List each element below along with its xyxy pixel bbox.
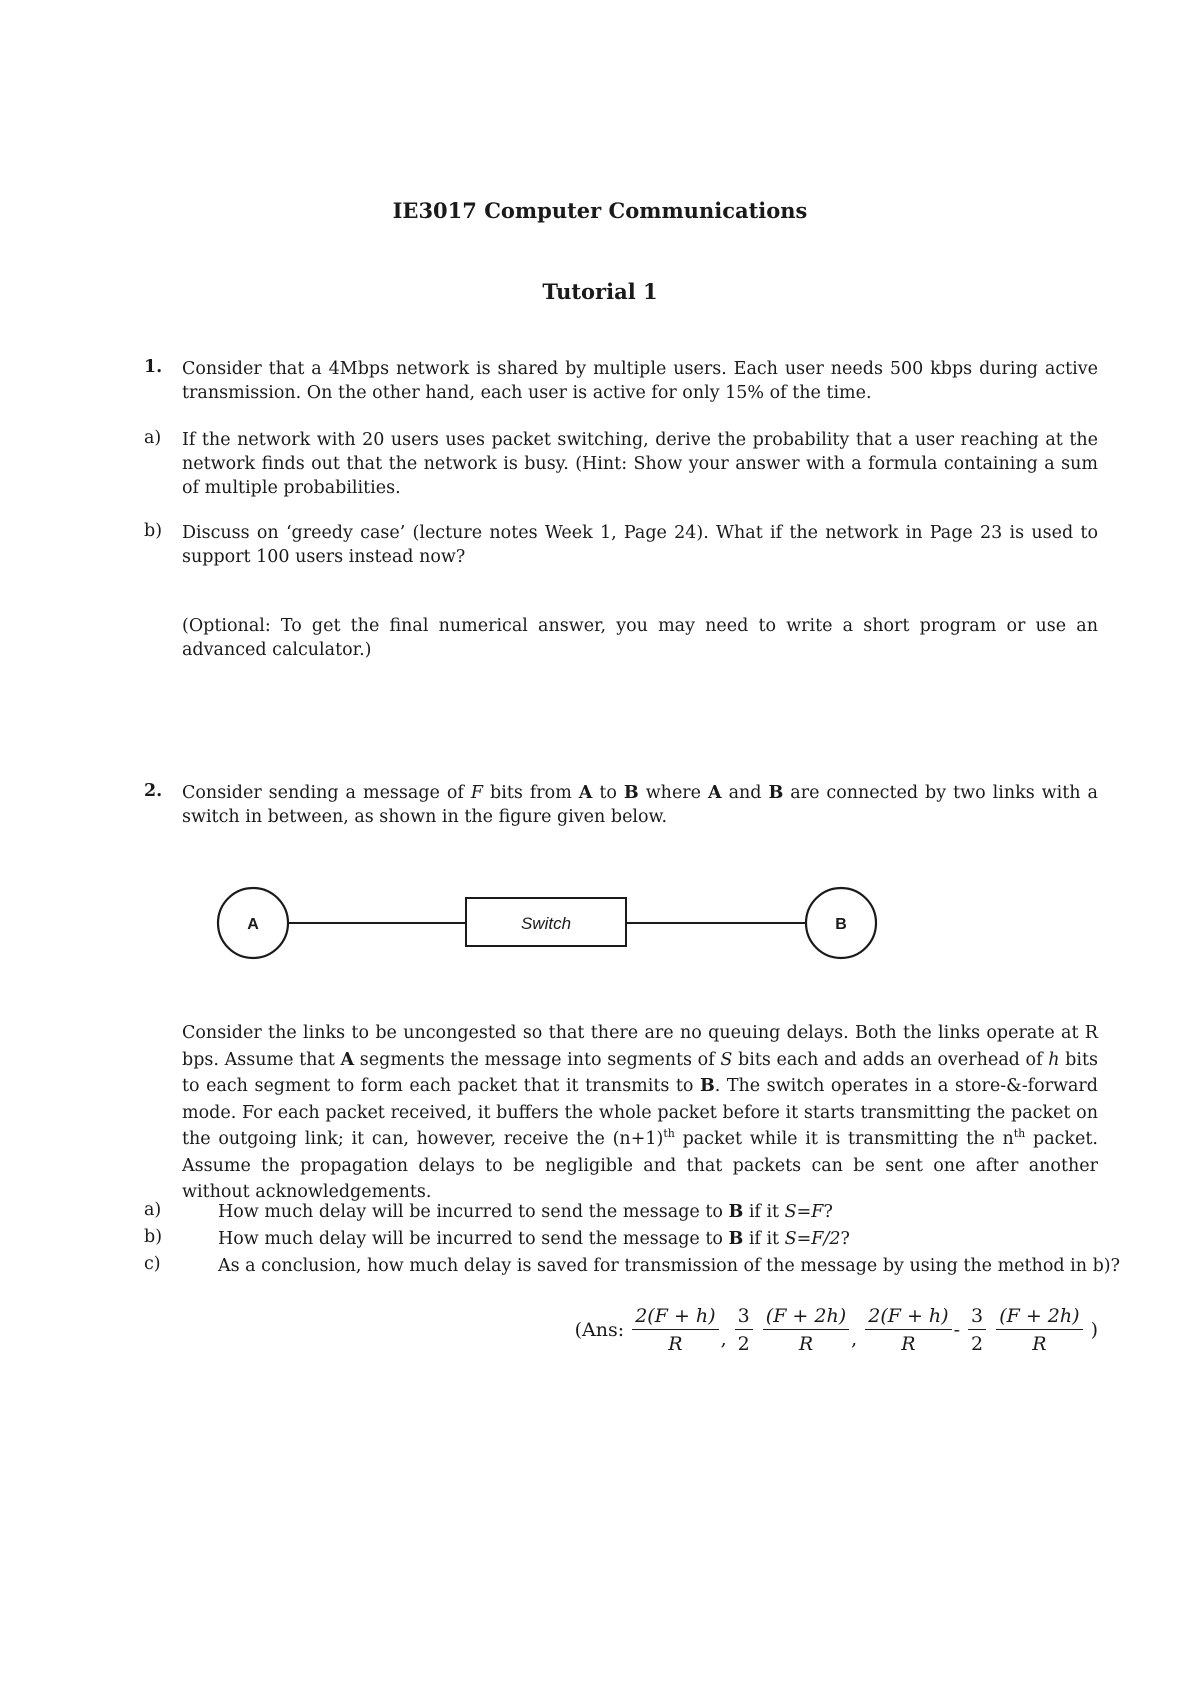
q1a-text: If the network with 20 users uses packet switching, derive the probability that a user reaching at the network finds out that the network is busy. (Hint: Show your answer with a formula containing a sum of multiple probabilities. — [182, 430, 1098, 498]
fraction-6: $\frac{(F + 2h)}{R}$ — [996, 1305, 1082, 1355]
q2b-label: b) — [144, 1227, 163, 1247]
q1b-text: Discuss on ‘greedy case’ (lecture notes Week 1, Page 24). What if the network in Page 23 is used to support 100 users instead now? — [182, 523, 1098, 567]
q2b-text: How much delay will be incurred to send the message to B if it S=F/2? — [218, 1229, 850, 1249]
network-diagram — [200, 880, 900, 980]
answer-close: ) — [1090, 1319, 1098, 1341]
q1-optional-note: (Optional: To get the final numerical answer, you may need to write a short program or use an advanced calculator.) — [182, 616, 1098, 660]
q2a-text: How much delay will be incurred to send the message to B if it S=F? — [218, 1202, 833, 1222]
fraction-3: $\frac{(F + 2h)}{R}$ — [763, 1305, 849, 1355]
node-a-label: A — [247, 916, 259, 933]
fraction-4: $\frac{2(F + h)}{R}$ — [865, 1305, 951, 1355]
answer-open: (Ans: — [574, 1319, 625, 1341]
document-title: IE3017 Computer Communications — [392, 198, 808, 223]
q2-number: 2. — [144, 781, 163, 801]
q1-number: 1. — [144, 357, 163, 377]
q1b-label: b) — [144, 521, 163, 541]
node-b-label: B — [835, 916, 847, 933]
q2a-label: a) — [144, 1200, 162, 1220]
answer-formula: (Ans: $\frac{2(F + h)}{R}$ , $\frac{3}{2}$ $\frac{(F + 2h)}{R}$ , $\frac{2(F + h)}{R}$ - $\frac{3}{2}$ $\frac{(F + 2h)}{R}$ ) — [574, 1305, 1098, 1355]
fraction-2: $\frac{3}{2}$ — [735, 1305, 753, 1355]
switch-label: Switch — [520, 914, 572, 933]
q2c-label: c) — [144, 1254, 161, 1274]
tutorial-title: Tutorial 1 — [542, 279, 658, 304]
fraction-1: $\frac{2(F + h)}{R}$ — [632, 1305, 718, 1355]
fraction-5: $\frac{3}{2}$ — [968, 1305, 986, 1355]
q2-body: Consider the links to be uncongested so that there are no queuing delays. Both the links operate at R bps. Assume that A segments the message into segments of S bits each and adds an overhead of h bits to each segment to form each packet that it transmits to B. The switch operates in a store-&-forward mode. For each packet received, it buffers the whole packet before it starts transmitting the packet on the outgoing link; it can, however, receive the $(n+1)^{th}$ packet while it is transmitting the $n^{th}$ packet. Assume the propagation delays to be negligible and that packets can be sent one after another without acknowledgements. — [182, 1023, 1098, 1202]
q2c-text: As a conclusion, how much delay is saved for transmission of the message by using the method in b)? — [218, 1256, 1120, 1276]
q1a-label: a) — [144, 428, 162, 448]
q2-intro: Consider sending a message of F bits from A to B where A and B are connected by two links with a switch in between, as shown in the figure given below. — [182, 783, 1098, 827]
q1-text: Consider that a 4Mbps network is shared by multiple users. Each user needs 500 kbps during active transmission. On the other hand, each user is active for only 15% of the time. — [182, 359, 1098, 403]
